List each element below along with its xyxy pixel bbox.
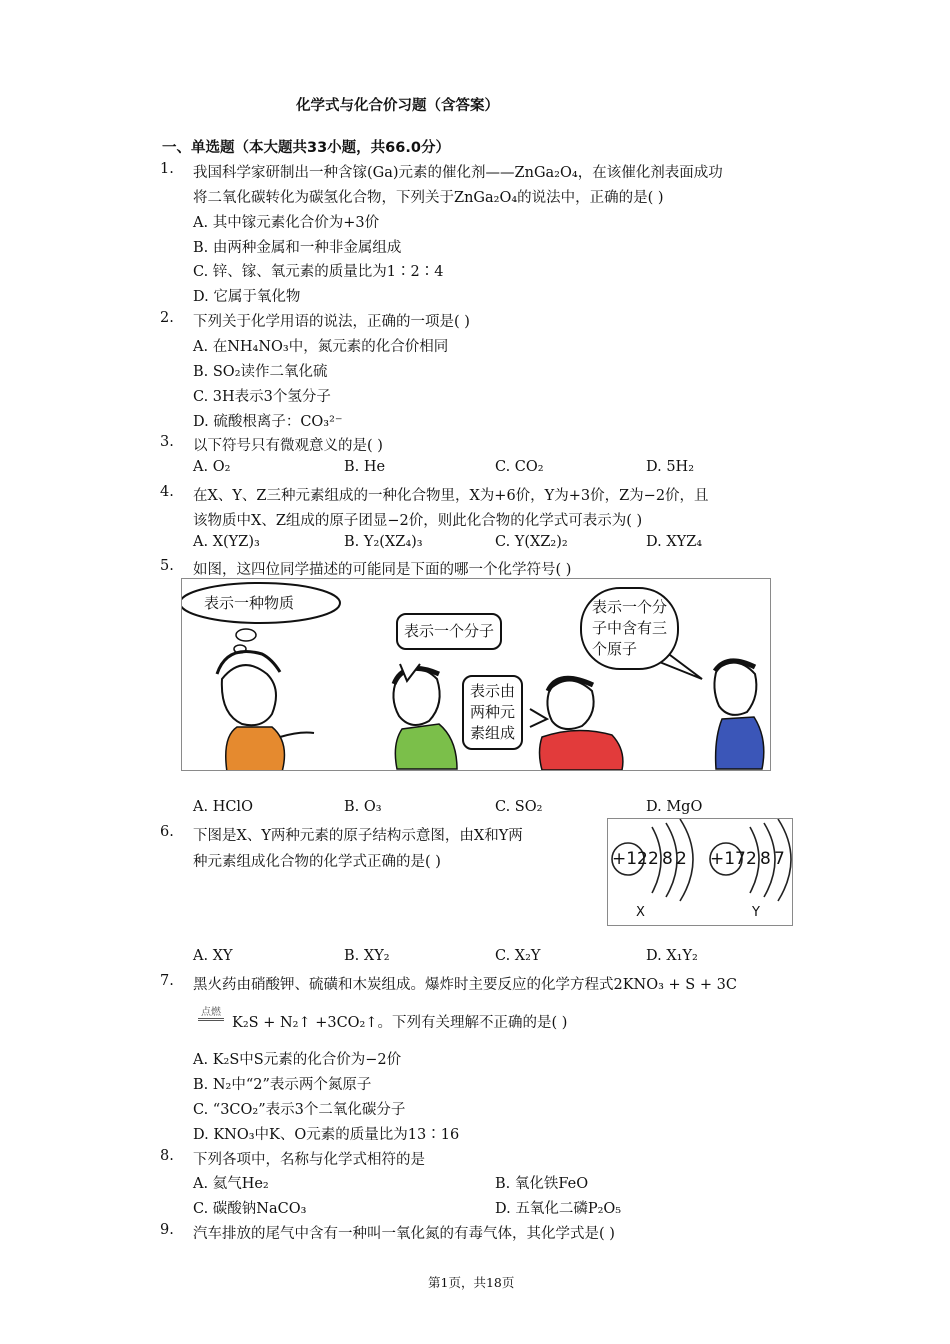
- option-d: D. 5H₂: [646, 459, 695, 475]
- option-a: A. X(YZ)₃: [193, 534, 260, 550]
- question-text: 如图，这四位同学描述的可能同是下面的哪一个化学符号( ): [193, 562, 572, 578]
- bubble-text: 表示一种物质: [204, 594, 295, 612]
- bubble-text: 个原子: [592, 640, 638, 658]
- x-shell-3: 2: [676, 849, 687, 869]
- question-number: 5.: [160, 558, 174, 574]
- question-number: 9.: [160, 1222, 174, 1238]
- page-footer: 第1页，共18页: [428, 1275, 515, 1290]
- option-c: C. 3H表示3个氢分子: [193, 389, 331, 405]
- question-text: 种元素组成化合物的化学式正确的是( ): [193, 854, 441, 870]
- bubble-text: 子中含有三: [592, 619, 668, 637]
- question-text: 我国科学家研制出一种含镓(Ga)元素的催化剂——ZnGa₂O₄，在该催化剂表面成功: [193, 165, 723, 181]
- bubble-text: 表示由: [470, 682, 516, 700]
- option-b: B. SO₂读作二氧化硫: [193, 364, 328, 380]
- speech-bubble: [462, 675, 523, 750]
- question-text: 下列各项中，名称与化学式相符的是: [193, 1152, 425, 1168]
- option-c: C. CO₂: [495, 459, 544, 475]
- question-text: 该物质中X、Z组成的原子团显−2价，则此化合物的化学式可表示为( ): [193, 513, 643, 529]
- option-b: B. O₃: [344, 799, 382, 815]
- question-text: 将二氧化碳转化为碳氢化合物，下列关于ZnGa₂O₄的说法中，正确的是( ): [193, 190, 664, 206]
- option-a: A. XY: [193, 948, 233, 964]
- bubble-text: 表示一个分子: [404, 622, 495, 640]
- option-b: B. He: [344, 459, 386, 475]
- option-d: D. 它属于氧化物: [193, 289, 301, 305]
- section-heading: 一、单选题（本大题共33小题，共66.0分）: [162, 140, 450, 156]
- option-b: B. 由两种金属和一种非金属组成: [193, 240, 402, 256]
- bubble-text: 素组成: [470, 724, 516, 742]
- question-text: 下图是X、Y两种元素的原子结构示意图，由X和Y两: [193, 828, 523, 844]
- question-text: K₂S + N₂↑ +3CO₂↑。下列有关理解不正确的是( ): [232, 1015, 568, 1031]
- option-d: D. KNO₃中K、O元素的质量比为13∶16: [193, 1127, 460, 1143]
- option-b: B. 氧化铁FeO: [495, 1176, 589, 1192]
- document-title: 化学式与化合价习题（含答案）: [296, 98, 499, 114]
- students-illustration: [181, 578, 771, 771]
- question-number: 3.: [160, 434, 174, 450]
- speech-bubble: [580, 587, 679, 670]
- option-d: D. MgO: [646, 799, 703, 815]
- bubble-text: 两种元: [470, 703, 516, 721]
- question-number: 1.: [160, 161, 174, 177]
- option-a: A. K₂S中S元素的化合价为−2价: [193, 1052, 402, 1068]
- option-c: C. X₂Y: [495, 948, 541, 964]
- bubble-text: 表示一个分: [592, 598, 668, 616]
- option-a: A. O₂: [193, 459, 231, 475]
- question-number: 8.: [160, 1148, 174, 1164]
- option-d: D. X₁Y₂: [646, 948, 698, 964]
- question-text: 在X、Y、Z三种元素组成的一种化合物里，X为+6价，Y为+3价，Z为−2价，且: [193, 488, 709, 504]
- option-b: B. XY₂: [344, 948, 390, 964]
- option-d: D. 五氧化二磷P₂O₅: [495, 1201, 622, 1217]
- option-b: B. Y₂(XZ₄)₃: [344, 534, 423, 550]
- y-shell-3: 7: [774, 849, 785, 869]
- option-a: A. 氦气He₂: [193, 1176, 269, 1192]
- option-c: C. 锌、镓、氧元素的质量比为1∶2∶4: [193, 264, 444, 280]
- x-shell-1: 2: [648, 849, 659, 869]
- option-a: A. HClO: [193, 799, 253, 815]
- option-b: B. N₂中“2”表示两个氮原子: [193, 1077, 372, 1093]
- x-nucleus: +12: [612, 849, 648, 869]
- question-number: 4.: [160, 484, 174, 500]
- option-c: C. 碳酸钠NaCO₃: [193, 1201, 307, 1217]
- y-nucleus: +17: [710, 849, 746, 869]
- x-label: X: [636, 905, 645, 920]
- question-number: 6.: [160, 824, 174, 840]
- question-text: 以下符号只有微观意义的是( ): [193, 438, 383, 454]
- atomic-structure-diagram: [607, 818, 793, 926]
- option-d: D. 硫酸根离子：CO₃²⁻: [193, 414, 343, 430]
- option-a: A. 在NH₄NO₃中，氮元素的化合价相同: [193, 339, 449, 355]
- question-text: 汽车排放的尾气中含有一种叫一氧化氮的有毒气体，其化学式是( ): [193, 1226, 615, 1242]
- y-label: Y: [752, 905, 760, 920]
- option-c: C. “3CO₂”表示3个二氧化碳分子: [193, 1102, 406, 1118]
- x-shell-2: 8: [662, 849, 673, 869]
- question-text: 下列关于化学用语的说法，正确的一项是( ): [193, 314, 470, 330]
- question-number: 2.: [160, 310, 174, 326]
- speech-bubble: [396, 613, 502, 650]
- question-text: 黑火药由硝酸钾、硫磺和木炭组成。爆炸时主要反应的化学方程式2KNO₃ + S + 3C: [193, 977, 737, 993]
- option-c: C. SO₂: [495, 799, 543, 815]
- option-c: C. Y(XZ₂)₂: [495, 534, 568, 550]
- option-a: A. 其中镓元素化合价为+3价: [193, 215, 380, 231]
- y-shell-2: 8: [760, 849, 771, 869]
- option-d: D. XYZ₄: [646, 534, 703, 550]
- y-shell-1: 2: [746, 849, 757, 869]
- question-number: 7.: [160, 973, 174, 989]
- reaction-condition: 点燃: [198, 1003, 224, 1021]
